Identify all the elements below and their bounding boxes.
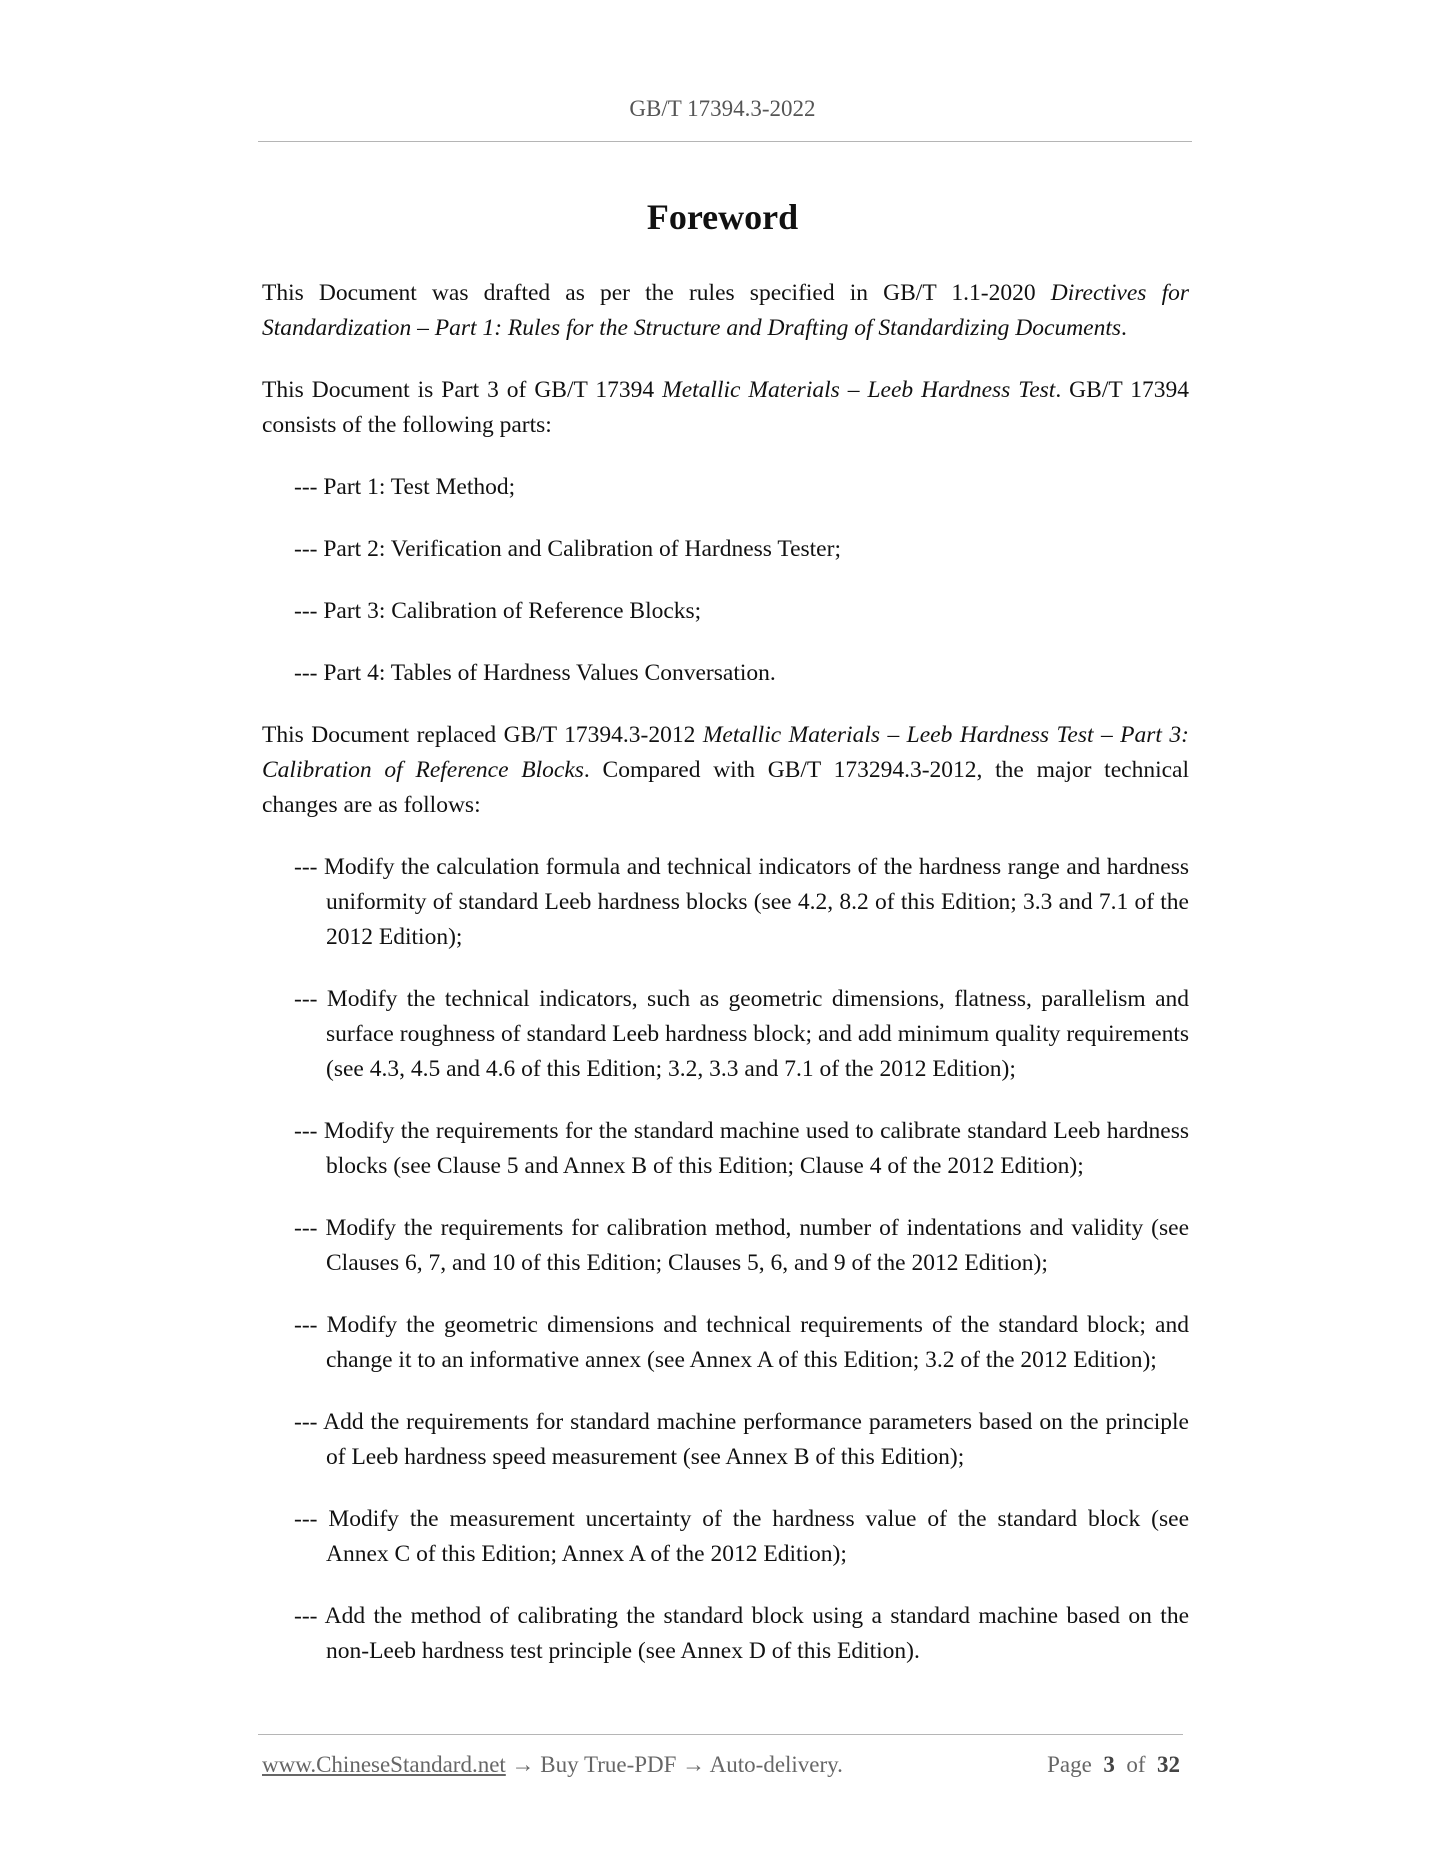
change-list-item: --- Modify the measurement uncertainty of the hardness value of the standard block (see Annex C of this Edition; Annex A of the 2012 Edition); [294, 1506, 1189, 1567]
footer-divider [258, 1734, 1183, 1735]
intro-text-end: . [1121, 315, 1127, 341]
foreword-body [262, 276, 1189, 1696]
page-number [1047, 1752, 1180, 1778]
part-list-item: --- Part 4: Tables of Hardness Values Conversation. [294, 660, 776, 686]
site-link[interactable]: www.ChineseStandard.net [262, 1752, 506, 1777]
total-pages: 32 [1157, 1752, 1180, 1777]
series-title: Metallic Materials – Leeb Hardness Test [662, 377, 1056, 403]
page-label: Page [1047, 1752, 1092, 1777]
intro-paragraph-parts [262, 373, 1189, 443]
page-title: Foreword [646, 197, 799, 237]
part-list-item: --- Part 3: Calibration of Reference Blocks; [294, 598, 702, 624]
part-list-item: --- Part 1: Test Method; [294, 474, 516, 500]
intro-text-end: . GB/T 17394 consists of the following parts: [262, 377, 1189, 438]
footer-promo [262, 1752, 843, 1778]
intro-text: This Document was drafted as per the rules specified in GB/T 1.1-2020 [262, 280, 1051, 306]
replacement-paragraph [262, 718, 1189, 823]
footer-promo-text: → Buy True-PDF → Auto-delivery. [505, 1752, 843, 1777]
change-list-item: --- Add the method of calibrating the standard block using a standard machine based on the non-Leeb hardness test principle (see Annex D of this Edition). [294, 1603, 1189, 1664]
page-footer [262, 1752, 1180, 1778]
replacement-text-end: . Compared with GB/T 173294.3-2012, the major technical changes are as follows: [262, 757, 1189, 818]
change-list-item: --- Modify the requirements for the standard machine used to calibrate standard Leeb hardness blocks (see Clause 5 and Annex B of this Edition; Clause 4 of the 2012 Edition); [294, 1118, 1189, 1179]
header-divider [258, 141, 1192, 142]
change-list-item: --- Modify the calculation formula and technical indicators of the hardness range and hardness uniformity of standard Leeb hardness blocks (see 4.2, 8.2 of this Edition; 3.3 and 7.1 of the 2012 Edition); [294, 854, 1189, 950]
intro-paragraph-drafting [262, 276, 1189, 346]
part-list-item: --- Part 2: Verification and Calibration of Hardness Tester; [294, 536, 841, 562]
change-list-item: --- Add the requirements for standard machine performance parameters based on the principle of Leeb hardness speed measurement (see Annex B of this Edition); [294, 1409, 1189, 1470]
document-code-header: GB/T 17394.3-2022 [629, 96, 816, 121]
replacement-text: This Document replaced GB/T 17394.3-2012 [262, 722, 703, 748]
intro-text: This Document is Part 3 of GB/T 17394 [262, 377, 663, 403]
current-page: 3 [1103, 1752, 1115, 1777]
change-list-item: --- Modify the technical indicators, such as geometric dimensions, flatness, parallelism and surface roughness of standard Leeb hardness block; and add minimum quality requirements (see 4.3, 4.5 and 4.6 of this Edition; 3.2, 3.3 and 7.1 of the 2012 Edition); [294, 986, 1189, 1082]
intro-directive-title: Directives for Standardization – Part 1: Rules for the Structure and Drafting of Standardizing Documents [262, 280, 1189, 341]
page-of-label: of [1126, 1752, 1146, 1777]
replaced-standard-title: Metallic Materials – Leeb Hardness Test – Part 3: Calibration of Reference Blocks [262, 722, 1189, 783]
change-list-item: --- Modify the requirements for calibration method, number of indentations and validity (see Clauses 6, 7, and 10 of this Edition; Clauses 5, 6, and 9 of the 2012 Edition); [294, 1215, 1189, 1276]
change-list-item: --- Modify the geometric dimensions and technical requirements of the standard block; and change it to an informative annex (see Annex A of this Edition; 3.2 of the 2012 Edition); [294, 1312, 1189, 1373]
